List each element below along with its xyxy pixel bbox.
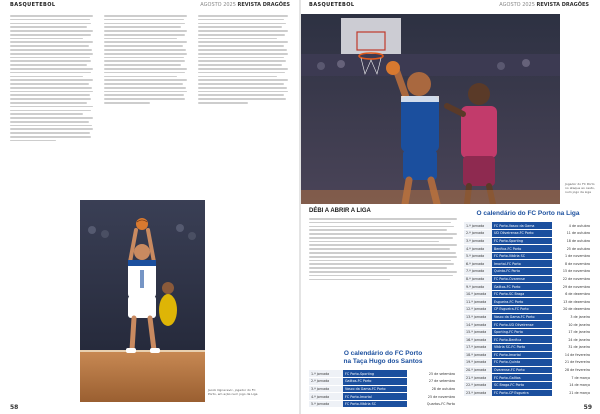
body-text-line [104,57,184,59]
body-text-line [309,241,439,243]
body-text-line [309,248,450,250]
calendar-match-cell: Benfica-FC Porto [492,245,552,253]
calendar-row [464,275,592,283]
section-tag: BASQUETEBOL [10,2,56,8]
calendar-jornada-cell: 1.ª jornada [309,370,343,378]
calendar-date-cell: 25 de outubro [552,245,592,253]
body-text-line [104,87,186,89]
calendar-jornada-cell: 23.ª jornada [464,389,492,397]
section-tag: BASQUETEBOL [309,2,355,8]
body-text-line [309,271,457,273]
calendar-row [464,306,592,314]
calendar-match-cell: FC Porto-Sporting [492,237,552,245]
calendar-jornada-cell: 9.ª jornada [464,283,492,291]
calendar-jornada-cell: 1.ª jornada [464,222,492,230]
body-text-line [10,68,93,70]
body-text-line [198,30,288,32]
calendar-date-cell: 17 de janeiro [552,328,592,336]
calendar-row [464,336,592,344]
taca-calendar-title-line2: na Taça Hugo dos Santos [343,358,423,365]
calendar-match-cell: FC Porto-SC Braga [492,290,552,298]
calendar-match-cell: FC Porto-Galitos [492,374,552,382]
calendar-date-cell: 28 de fevereiro [552,366,592,374]
right-page-header [309,2,589,12]
body-text-line [10,91,93,93]
left-page-header [10,2,290,12]
calendar-jornada-cell: 16.ª jornada [464,336,492,344]
calendar-row [464,359,592,367]
calendar-jornada-cell: 5.ª jornada [464,252,492,260]
body-text-line [309,260,451,262]
body-text-line [309,252,456,254]
liga-calendar-title: O calendário do FC Porto na Liga [476,210,580,217]
left-page [0,0,299,414]
calendar-date-cell: 13 de dezembro [552,298,592,306]
calendar-date-cell: 8 de novembro [552,260,592,268]
body-text-line [198,102,248,104]
calendar-match-cell: FC Porto-Sporting [343,370,407,378]
body-text-line [198,19,284,21]
body-text-line [10,136,91,138]
body-text-line [104,34,185,36]
taca-calendar-title [309,350,457,366]
body-text-line [10,15,93,17]
body-text-line [198,72,285,74]
body-text-line [309,267,447,269]
text-column-2 [104,15,187,106]
calendar-row [464,344,592,352]
calendar-date-cell: 21 de março [552,389,592,397]
page-number-left: 58 [10,404,19,411]
calendar-date-cell: 27 de setembro [407,378,457,386]
body-text-line [198,60,286,62]
calendar-jornada-cell: 19.ª jornada [464,359,492,367]
body-text-line [10,38,83,40]
calendar-date-cell: 25 de setembro [407,370,457,378]
right-photo-caption: Jogador do FC Porto no ataque ao cesto, num jogo da Liga [565,182,595,194]
body-text-line [198,26,282,28]
calendar-row [464,260,592,268]
calendar-date-cell: 14 de fevereiro [552,351,592,359]
calendar-row [309,400,457,408]
body-text-line [10,121,89,123]
calendar-date-cell: 20 de dezembro [552,306,592,314]
issue-line [499,2,589,8]
body-text-line [309,237,453,239]
body-text-line [10,60,91,62]
calendar-row [309,370,457,378]
player-drive-illustration [301,14,560,204]
calendar-date-cell: 14 de março [552,381,592,389]
body-text-line [10,64,87,66]
calendar-jornada-cell: 5.ª jornada [309,400,343,408]
calendar-match-cell: Vasco da Gama-FC Porto [343,385,407,393]
calendar-date-cell: 24 de janeiro [552,336,592,344]
body-text-line [104,45,183,47]
calendar-row [464,351,592,359]
calendar-jornada-cell: 18.ª jornada [464,351,492,359]
article-text-block [309,218,457,282]
body-text-line [309,226,454,228]
article-subheading: DÉBI A ABRIR A LIGA [309,208,371,214]
calendar-row [464,321,592,329]
calendar-date-cell: 15 de novembro [552,268,592,276]
body-text-line [104,64,181,66]
calendar-jornada-cell: 22.ª jornada [464,381,492,389]
calendar-row [464,313,592,321]
body-text-line [10,113,83,115]
calendar-date-cell: 31 de janeiro [552,344,592,352]
calendar-jornada-cell: 17.ª jornada [464,344,492,352]
body-text-line [198,49,287,51]
page-number-right: 59 [583,404,592,411]
body-text-line [10,34,91,36]
calendar-jornada-cell: 4.ª jornada [309,393,343,401]
body-text-line [104,49,186,51]
body-text-line [10,98,91,100]
calendar-jornada-cell: 13.ª jornada [464,313,492,321]
body-text-line [10,110,91,112]
calendar-match-cell: FC Porto-Benfica [492,336,552,344]
calendar-jornada-cell: 6.ª jornada [464,260,492,268]
calendar-date-cell: 25 de novembro [407,393,457,401]
calendar-match-cell: Vasco da Gama-FC Porto [492,313,552,321]
body-text-line [104,76,177,78]
calendar-jornada-cell: 8.ª jornada [464,275,492,283]
body-text-line [10,128,93,130]
calendar-match-cell: FC Porto-Vitória SC [343,400,407,408]
body-text-line [10,19,90,21]
body-text-line [198,38,277,40]
calendar-match-cell: UD Oliveirense-FC Porto [492,230,552,238]
body-text-line [10,72,91,74]
calendar-row [464,245,592,253]
calendar-match-cell: FC Porto-Imortal [492,351,552,359]
body-text-line [104,38,177,40]
body-text-line [10,94,90,96]
body-text-line [104,53,187,55]
body-text-line [198,57,284,59]
taca-calendar-title-line1: O calendário do FC Porto [343,350,423,357]
calendar-date-cell: 11 de outubro [552,230,592,238]
body-text-line [104,102,150,104]
calendar-row [464,389,592,397]
body-text-line [104,19,184,21]
body-text-line [104,68,187,70]
calendar-date-cell: 29 de novembro [552,283,592,291]
body-text-line [104,79,187,81]
body-text-line [309,229,447,231]
calendar-match-cell: Imortal-FC Porto [492,260,552,268]
calendar-match-cell: FC Porto-Quinta [492,359,552,367]
calendar-row [464,237,592,245]
calendar-jornada-cell: 4.ª jornada [464,245,492,253]
body-text-line [309,275,453,277]
taca-calendar-table [309,370,457,408]
body-text-line [309,233,457,235]
calendar-row [464,374,592,382]
body-text-line [104,41,187,43]
body-text-line [10,140,56,142]
action-photo-right [301,14,560,204]
calendar-row [464,366,592,374]
calendar-date-cell: 10 de janeiro [552,321,592,329]
calendar-jornada-cell: 15.ª jornada [464,328,492,336]
calendar-match-cell: Quinta-FC Porto [492,268,552,276]
calendar-jornada-cell: 2.ª jornada [309,378,343,386]
calendar-jornada-cell: 21.ª jornada [464,374,492,382]
calendar-row [464,290,592,298]
calendar-row [464,268,592,276]
body-text-line [10,30,93,32]
calendar-date-cell: 1 de novembro [552,252,592,260]
calendar-row [464,328,592,336]
body-text-line [198,15,288,17]
body-text-line [198,94,284,96]
calendar-date-cell: 22 de novembro [552,275,592,283]
body-text-line [309,244,457,246]
magazine-name: REVISTA DRAGÕES [237,2,290,8]
calendar-match-cell: CP Esgueira-FC Porto [492,306,552,314]
calendar-match-cell: FC Porto-UD Oliveirense [492,321,552,329]
liga-calendar-table [464,222,592,397]
calendar-row [309,385,457,393]
body-text-line [10,76,83,78]
calendar-date-cell: Quartos-FC Porto [407,400,457,408]
body-text-line [10,79,93,81]
calendar-row [464,252,592,260]
player-shooting-illustration [80,200,205,402]
body-text-line [10,106,93,108]
calendar-match-cell: FC Porto-Vasco da Gama [492,222,552,230]
calendar-match-cell: FC Porto-Imortal [343,393,407,401]
calendar-row [309,378,457,386]
action-photo-left [80,200,205,402]
calendar-row [464,298,592,306]
body-text-line [198,53,288,55]
body-text-line [10,83,89,85]
calendar-jornada-cell: 12.ª jornada [464,306,492,314]
body-text-line [104,60,185,62]
body-text-line [198,98,286,100]
body-text-line [104,83,183,85]
body-text-line [198,79,288,81]
issue-date: AGOSTO 2025 [499,2,535,8]
calendar-row [464,230,592,238]
body-text-line [198,64,282,66]
body-text-line [198,34,285,36]
left-photo-caption: Jacob Ognacevic, jogador do FC Porto, em ação num jogo da Liga [208,388,258,396]
calendar-match-cell: Sporting-FC Porto [492,328,552,336]
magazine-name: REVISTA DRAGÕES [536,2,589,8]
text-column-3 [198,15,288,106]
body-text-line [104,72,185,74]
body-text-line [10,102,87,104]
calendar-date-cell: 7 de março [552,374,592,382]
text-column-1 [10,15,93,144]
calendar-jornada-cell: 11.ª jornada [464,298,492,306]
body-text-line [198,83,284,85]
calendar-row [464,283,592,291]
body-text-line [10,132,90,134]
body-text-line [10,26,87,28]
body-text-line [104,26,181,28]
body-text-line [309,256,457,258]
body-text-line [309,263,454,265]
calendar-match-cell: FC Porto-CP Esgueira [492,389,552,397]
body-text-line [309,218,457,220]
calendar-jornada-cell: 14.ª jornada [464,321,492,329]
body-text-line [198,45,284,47]
calendar-jornada-cell: 20.ª jornada [464,366,492,374]
body-text-line [10,45,89,47]
body-text-line [10,87,92,89]
body-text-line [104,98,185,100]
body-text-line [10,117,93,119]
body-text-line [10,49,92,51]
body-text-line [10,53,93,55]
body-text-line [10,23,91,25]
body-text-line [198,68,288,70]
calendar-jornada-cell: 2.ª jornada [464,230,492,238]
issue-date: AGOSTO 2025 [200,2,236,8]
calendar-row [309,393,457,401]
calendar-jornada-cell: 3.ª jornada [309,385,343,393]
calendar-date-cell: 3 de janeiro [552,313,592,321]
calendar-row [464,222,592,230]
calendar-date-cell: 21 de fevereiro [552,359,592,367]
calendar-date-cell: 18 de outubro [552,237,592,245]
body-text-line [104,94,184,96]
body-text-line [198,87,287,89]
body-text-line [104,30,187,32]
calendar-date-cell: 4 de outubro [552,222,592,230]
calendar-match-cell: SC Braga-FC Porto [492,381,552,389]
calendar-jornada-cell: 7.ª jornada [464,268,492,276]
body-text-line [104,91,187,93]
calendar-match-cell: FC Porto-Ovarense [492,275,552,283]
calendar-row [464,381,592,389]
body-text-line [104,15,187,17]
calendar-match-cell: Galitos-FC Porto [343,378,407,386]
calendar-date-cell: 28 de outubro [407,385,457,393]
body-text-line [309,279,390,281]
calendar-jornada-cell: 10.ª jornada [464,290,492,298]
calendar-match-cell: Galitos-FC Porto [492,283,552,291]
body-text-line [198,41,288,43]
body-text-line [198,23,286,25]
body-text-line [198,91,288,93]
body-text-line [198,76,277,78]
body-text-line [309,222,451,224]
body-text-line [104,23,185,25]
calendar-date-cell: 6 de dezembro [552,290,592,298]
calendar-match-cell: Vitória SC-FC Porto [492,344,552,352]
right-page [301,0,600,414]
body-text-line [10,57,90,59]
body-text-line [10,125,92,127]
issue-line [200,2,290,8]
body-text-line [10,41,93,43]
calendar-match-cell: Ovarense-FC Porto [492,366,552,374]
calendar-jornada-cell: 3.ª jornada [464,237,492,245]
calendar-match-cell: Esgueira-FC Porto [492,298,552,306]
calendar-match-cell: FC Porto-Vitória SC [492,252,552,260]
